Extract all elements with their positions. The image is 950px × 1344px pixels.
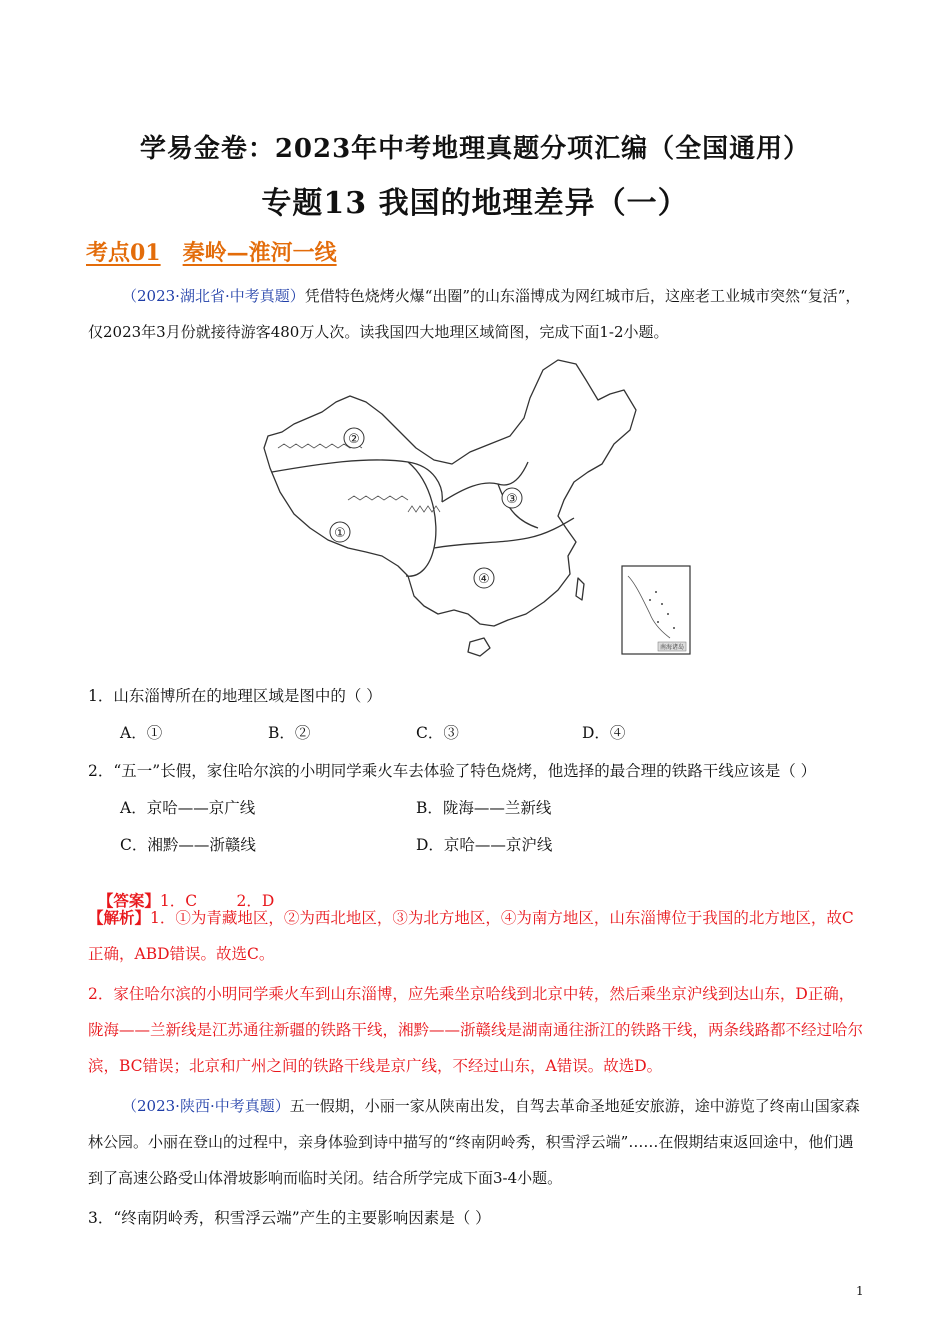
page-number: 1 xyxy=(856,1284,864,1298)
qinghai-tibet-boundary xyxy=(406,462,436,576)
inset-label: 南海诸岛 xyxy=(659,644,685,651)
passage-2-source: （2023·陕西·中考真题） xyxy=(122,1097,290,1115)
q1-option-b: B．② xyxy=(268,724,311,742)
mountain-range-2 xyxy=(348,496,408,500)
q1-option-d: D．④ xyxy=(582,724,626,742)
document-title: 学易金卷：2023年中考地理真题分项汇编（全国通用） xyxy=(139,134,811,164)
q2-option-a: A．京哈——京广线 xyxy=(120,799,256,817)
region-label-2: ② xyxy=(348,432,360,447)
china-regions-map xyxy=(258,352,698,664)
region-label-1: ① xyxy=(334,526,346,541)
passage-1-text: 凭借特色烧烤火爆“出圈”的山东淄博成为网红城市后，这座老工业城市突然“复活”，仅2023年3月份就接待游客480万人次。读我国四大地理区域简图，完成下面1-2小题。 xyxy=(88,287,861,341)
china-outline xyxy=(264,360,636,626)
hainan-island xyxy=(468,638,490,656)
south-china-sea-inset xyxy=(622,566,690,654)
topic-title: 专题13 我国的地理差异（一） xyxy=(261,186,689,221)
answer-text: 1．C 2．D xyxy=(159,892,275,910)
region-label-4: ④ xyxy=(478,572,490,587)
passage-1-source: （2023·湖北省·中考真题） xyxy=(122,287,305,305)
passage-1 xyxy=(88,278,864,350)
mountain-range-3 xyxy=(408,506,440,512)
northwest-boundary xyxy=(272,460,442,502)
question-1-stem: 1．山东淄博所在的地理区域是图中的（ ） xyxy=(88,687,382,705)
q1-option-a: A．① xyxy=(120,724,163,742)
taiwan-island xyxy=(576,578,584,600)
analysis-text-1: 1．①为青藏地区，②为西北地区，③为北方地区，④为南方地区，山东淄博位于我国的北方地区，故C正确，ABD错误。故选C。 xyxy=(88,909,854,963)
section-code: 考点01 xyxy=(86,240,161,266)
question-3-stem: 3．“终南阴岭秀，积雪浮云端”产生的主要影响因素是（ ） xyxy=(88,1209,491,1227)
answer-label: 【答案】 xyxy=(97,891,160,910)
passage-2-text: 五一假期，小丽一家从陕南出发，自驾去革命圣地延安旅游，途中游览了终南山国家森林公园。小丽在登山的过程中，亲身体验到诗中描写的“终南阴岭秀，积雪浮云端”……在假期结束返回途中，他们遇到了高速公路受山体滑坡影响而临时关闭。结合所学完成下面3-4小题。 xyxy=(88,1097,860,1187)
analysis-part-2: 2．家住哈尔滨的小明同学乘火车到山东淄博，应先乘坐京哈线到北京中转，然后乘坐京沪线到达山东，D正确，陇海——兰新线是江苏通往新疆的铁路干线，湘黔——浙赣线是湖南通往浙江的铁路干线，两条线路都不经过哈尔滨，BC错误；北京和广州之间的铁路干线是京广线，不经过山东，A错误。故选D。 xyxy=(88,985,864,1075)
section-name: 秦岭—淮河一线 xyxy=(182,240,337,266)
section-heading xyxy=(86,236,337,267)
q1-option-c: C．③ xyxy=(416,724,459,742)
q2-option-c: C．湘黔——浙赣线 xyxy=(120,836,256,854)
q2-option-b: B．陇海——兰新线 xyxy=(416,799,552,817)
q2-option-d: D．京哈——京沪线 xyxy=(416,836,553,854)
north-south-boundary xyxy=(434,518,574,548)
region-label-3: ③ xyxy=(506,492,518,507)
analysis-label: 【解析】 xyxy=(88,908,151,927)
analysis-part-1 xyxy=(88,900,864,972)
passage-2 xyxy=(88,1088,864,1196)
question-2-stem: 2．“五一”长假，家住哈尔滨的小明同学乘火车去体验了特色烧烤，他选择的最合理的铁路干线应该是（ ） xyxy=(88,762,817,780)
